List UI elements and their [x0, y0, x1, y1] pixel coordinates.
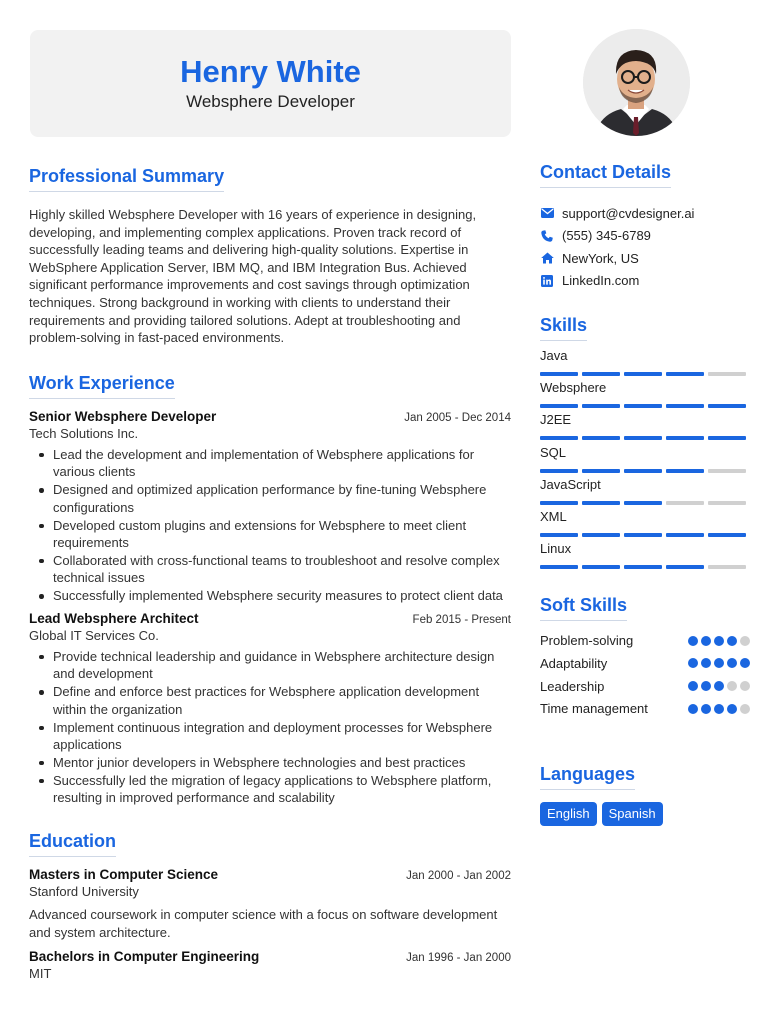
skill-item — [540, 409, 750, 441]
soft-skill-name: Problem-solving — [540, 633, 634, 649]
skill-level-segment — [624, 469, 662, 473]
contact-location-text: NewYork, US — [562, 250, 639, 266]
contact-phone[interactable] — [540, 225, 750, 248]
education-school: MIT — [29, 966, 52, 982]
rating-dot — [714, 681, 724, 691]
skill-level-segment — [582, 533, 620, 537]
rating-dot — [727, 704, 737, 714]
soft-skill-item — [540, 697, 750, 720]
job-date: Jan 2005 - Dec 2014 — [404, 411, 511, 424]
skill-level-segment — [582, 469, 620, 473]
soft-skill-rating — [688, 658, 750, 668]
skill-level-bar — [540, 436, 750, 440]
rating-dot — [727, 681, 737, 691]
job-company: Tech Solutions Inc. — [29, 425, 139, 441]
skill-level-segment — [540, 501, 578, 505]
education-degree: Masters in Computer Science — [29, 866, 219, 882]
skill-level-bar — [540, 501, 750, 505]
skill-item — [540, 345, 750, 377]
skill-name: JavaScript — [540, 476, 601, 492]
candidate-role: Websphere Developer — [186, 92, 355, 111]
rating-dot — [740, 681, 750, 691]
languages-title: Languages — [540, 762, 635, 790]
skill-level-segment — [708, 372, 746, 376]
skill-name: Linux — [540, 541, 572, 557]
skills-title: Skills — [540, 313, 587, 341]
skill-name: SQL — [540, 444, 567, 460]
soft-skill-item — [540, 629, 750, 652]
contact-linkedin[interactable] — [540, 270, 750, 293]
contact-linkedin-text: LinkedIn.com — [562, 273, 640, 289]
skill-level-segment — [540, 436, 578, 440]
contact-section — [540, 160, 750, 292]
soft-skills-section — [540, 593, 750, 720]
skill-name: Websphere — [540, 380, 607, 396]
contact-email-text: support@cvdesigner.ai — [562, 205, 695, 221]
language-badge: English — [540, 802, 597, 826]
linkedin-icon — [540, 274, 554, 288]
rating-dot — [688, 636, 698, 646]
soft-skill-rating — [688, 704, 750, 714]
job-bullet: Mentor junior developers in Websphere technologies and best practices — [29, 754, 511, 772]
job-title: Senior Websphere Developer — [29, 408, 217, 424]
skill-level-segment — [624, 565, 662, 569]
education-entry — [29, 867, 511, 941]
skill-level-segment — [540, 404, 578, 408]
rating-dot — [740, 658, 750, 668]
skill-item — [540, 538, 750, 570]
skill-level-segment — [540, 533, 578, 537]
soft-skill-name: Leadership — [540, 678, 605, 694]
skill-level-segment — [666, 404, 704, 408]
rating-dot — [740, 704, 750, 714]
experience-section — [29, 371, 511, 807]
skill-level-segment — [666, 436, 704, 440]
skill-level-segment — [582, 436, 620, 440]
skill-level-segment — [666, 565, 704, 569]
sidebar-column — [540, 160, 750, 826]
contact-email[interactable] — [540, 202, 750, 225]
skill-level-segment — [582, 501, 620, 505]
skill-level-segment — [624, 436, 662, 440]
skill-level-segment — [624, 372, 662, 376]
rating-dot — [714, 658, 724, 668]
job-date: Feb 2015 - Present — [412, 613, 511, 626]
summary-title: Professional Summary — [29, 164, 224, 192]
languages-section — [540, 762, 750, 826]
job-bullet: Define and enforce best practices for Websphere application development within the organization — [29, 683, 511, 718]
skill-level-bar — [540, 565, 750, 569]
skill-level-bar — [540, 533, 750, 537]
rating-dot — [701, 704, 711, 714]
skill-name: XML — [540, 508, 567, 524]
skill-level-segment — [666, 469, 704, 473]
rating-dot — [688, 681, 698, 691]
job-company: Global IT Services Co. — [29, 627, 159, 643]
soft-skill-item — [540, 652, 750, 675]
job-bullet: Successfully implemented Websphere security measures to protect client data — [29, 587, 511, 605]
header-box — [30, 30, 511, 137]
job-bullet: Collaborated with cross-functional teams to troubleshoot and resolve complex technical issues — [29, 552, 511, 587]
skill-level-segment — [540, 372, 578, 376]
skill-level-bar — [540, 404, 750, 408]
profile-photo — [583, 29, 690, 136]
skill-level-segment — [666, 501, 704, 505]
skill-level-segment — [708, 565, 746, 569]
skill-level-segment — [540, 565, 578, 569]
job-entry — [29, 611, 511, 807]
skill-level-segment — [666, 533, 704, 537]
soft-skill-rating — [688, 681, 750, 691]
contact-location — [540, 247, 750, 270]
skill-level-segment — [708, 501, 746, 505]
rating-dot — [688, 704, 698, 714]
skill-level-segment — [624, 404, 662, 408]
rating-dot — [701, 636, 711, 646]
soft-skill-item — [540, 675, 750, 698]
skill-name: Java — [540, 348, 568, 363]
summary-section — [29, 164, 511, 347]
skill-level-segment — [624, 501, 662, 505]
skill-level-segment — [540, 469, 578, 473]
skill-item — [540, 442, 750, 474]
job-bullets — [29, 446, 511, 605]
job-bullet: Developed custom plugins and extensions for Websphere to meet client requirements — [29, 517, 511, 552]
rating-dot — [714, 704, 724, 714]
phone-icon — [540, 229, 554, 243]
skills-section — [540, 313, 750, 570]
education-date: Jan 1996 - Jan 2000 — [406, 952, 511, 965]
job-bullet: Implement continuous integration and deployment processes for Websphere applications — [29, 719, 511, 754]
education-description: Advanced coursework in computer science with a focus on software development and system architecture. — [29, 906, 498, 940]
main-column — [29, 164, 511, 982]
job-title: Lead Websphere Architect — [29, 610, 199, 626]
job-bullet: Provide technical leadership and guidance in Websphere architecture design and development — [29, 648, 511, 683]
envelope-icon — [540, 206, 554, 220]
job-bullets — [29, 648, 511, 807]
education-date: Jan 2000 - Jan 2002 — [406, 869, 511, 882]
rating-dot — [714, 636, 724, 646]
contact-phone-text: (555) 345-6789 — [562, 228, 651, 244]
rating-dot — [727, 658, 737, 668]
rating-dot — [701, 658, 711, 668]
contact-title: Contact Details — [540, 160, 671, 188]
home-icon — [540, 251, 554, 265]
skill-item — [540, 474, 750, 506]
rating-dot — [740, 636, 750, 646]
job-bullet: Designed and optimized application performance by fine-tuning Websphere configurations — [29, 481, 511, 516]
language-list — [540, 802, 750, 826]
experience-title: Work Experience — [29, 371, 175, 399]
skill-level-segment — [708, 469, 746, 473]
job-entry — [29, 409, 511, 605]
skill-level-segment — [624, 533, 662, 537]
skill-level-segment — [708, 436, 746, 440]
job-bullet: Lead the development and implementation of Websphere applications for various clients — [29, 446, 511, 481]
job-bullet: Successfully led the migration of legacy applications to Websphere platform, resulting in improved performance and scalability — [29, 772, 511, 807]
soft-skill-rating — [688, 636, 750, 646]
skill-level-segment — [582, 372, 620, 376]
language-badge: Spanish — [602, 802, 663, 826]
skill-level-bar — [540, 469, 750, 473]
candidate-name: Henry White — [180, 54, 361, 89]
skill-item — [540, 377, 750, 409]
skill-level-segment — [708, 533, 746, 537]
skill-level-segment — [582, 565, 620, 569]
skill-level-segment — [666, 372, 704, 376]
skill-level-bar — [540, 372, 750, 376]
education-degree: Bachelors in Computer Engineering — [29, 949, 260, 965]
summary-text: Highly skilled Websphere Developer with 16 years of experience in designing, developing, and implementing complex applications. Proven track record of successfully leading teams and delivering high-quality solutions. Expertise in WebSphere Application Server, IBM MQ, and IBM Integration Bus. Achieved significant performance improvements and cost savings through optimization techniques. Strong background in working with clients to understand their requirements and providing tailored solutions. Adept at troubleshooting and problem-solving in fast-paced environments. — [29, 207, 477, 346]
education-entry — [29, 949, 511, 982]
rating-dot — [727, 636, 737, 646]
soft-skill-name: Adaptability — [540, 655, 608, 671]
skill-level-segment — [582, 404, 620, 408]
rating-dot — [688, 658, 698, 668]
soft-skills-title: Soft Skills — [540, 593, 627, 621]
avatar-portrait-icon — [583, 29, 690, 136]
rating-dot — [701, 681, 711, 691]
education-section — [29, 829, 511, 982]
skill-name: J2EE — [540, 412, 572, 428]
soft-skill-name: Time management — [540, 701, 648, 717]
education-school: Stanford University — [29, 883, 139, 899]
skill-item — [540, 506, 750, 538]
skill-level-segment — [708, 404, 746, 408]
education-title: Education — [29, 829, 116, 857]
